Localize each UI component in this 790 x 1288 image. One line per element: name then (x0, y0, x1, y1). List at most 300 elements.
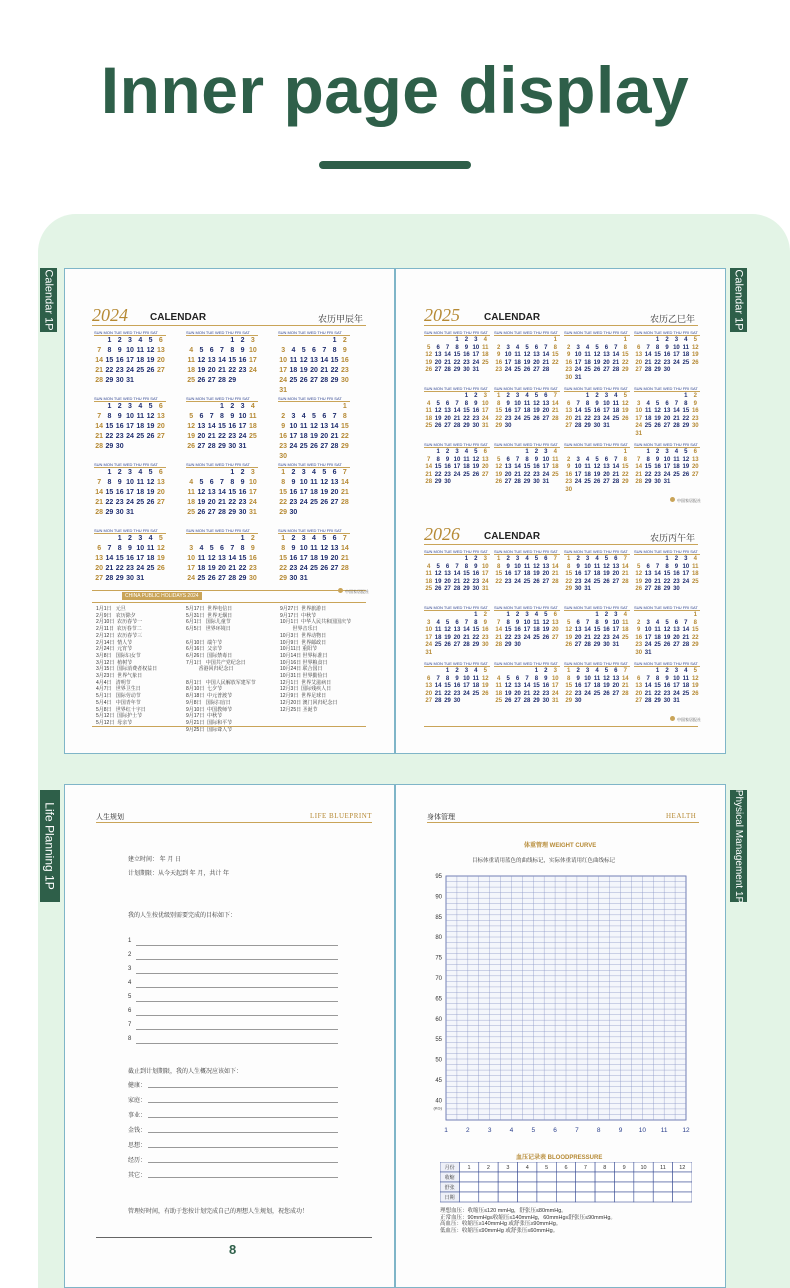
x-tick: 11 (660, 1127, 668, 1134)
day-number: 10 (248, 479, 257, 486)
day-number: 31 (644, 649, 652, 656)
day-number: 9 (464, 344, 469, 351)
day-number: 4 (138, 337, 143, 344)
day-number: 24 (453, 471, 461, 478)
day-number: 14 (463, 627, 470, 633)
day-number: 6 (515, 675, 520, 682)
day-number: 5 (637, 563, 641, 570)
day-number: 24 (472, 359, 480, 366)
day-number: 1 (464, 393, 469, 399)
day-number: 20 (565, 415, 573, 422)
day-grid (634, 337, 700, 374)
day-number: 11 (146, 545, 155, 552)
day-number: 17 (603, 408, 610, 414)
day-number: 25 (551, 471, 559, 478)
day-number: 10 (514, 563, 521, 570)
day-number: 22 (504, 634, 512, 641)
day-number: 8 (525, 456, 529, 463)
day-number: 2 (474, 393, 478, 399)
day-number: 25 (584, 367, 591, 373)
day-number: 6 (576, 619, 580, 626)
day-number: 13 (542, 563, 550, 570)
day-number: 28 (523, 698, 531, 704)
day-number: 21 (673, 415, 680, 422)
day-number: 24 (514, 415, 521, 422)
goal-line (136, 1015, 338, 1016)
day-number: 2 (291, 535, 296, 542)
tab-label: Life Planning 1P (43, 802, 57, 890)
day-number: 30 (126, 575, 134, 582)
bp-row-label: 收缩 (444, 1175, 455, 1181)
day-number: 31 (612, 642, 620, 648)
footer-rule (96, 1237, 372, 1238)
day-number: 6 (312, 347, 316, 354)
year-2025: 2025 (424, 305, 460, 325)
day-number: 7 (655, 563, 660, 570)
day-number: 22 (105, 367, 114, 374)
day-number: 20 (612, 571, 620, 577)
day-number: 30 (472, 423, 480, 429)
day-number: 11 (552, 456, 559, 463)
day-number: 2 (483, 612, 487, 618)
day-number: 3 (637, 400, 641, 407)
day-number: 24 (187, 575, 196, 582)
day-number: 20 (310, 367, 318, 374)
day-number: 12 (481, 675, 489, 682)
day-number: 23 (340, 367, 349, 374)
day-number: 3 (604, 393, 609, 399)
day-number: 28 (463, 642, 470, 648)
day-number: 7 (525, 675, 529, 682)
day-number: 3 (646, 619, 650, 626)
day-number: 7 (97, 479, 102, 486)
day-number: 31 (481, 423, 489, 429)
day-number: 10 (481, 400, 489, 407)
bp-cell (518, 1182, 537, 1192)
day-number: 7 (445, 344, 450, 351)
day-number: 17 (574, 359, 582, 366)
calendar-word-2025: CALENDAR (484, 312, 541, 323)
status-field-line (148, 1162, 338, 1163)
week-header: SUN MON TUE WED THU FRI SAT (186, 330, 258, 336)
month-block (634, 442, 700, 492)
goal-line (136, 1029, 338, 1030)
day-number: 29 (691, 642, 699, 648)
day-grid (634, 556, 700, 593)
day-number: 6 (158, 469, 163, 476)
day-number: 14 (654, 571, 661, 577)
day-number: 1 (497, 556, 501, 562)
day-number: 4 (693, 556, 697, 562)
day-number: 15 (654, 683, 661, 689)
day-number: 11 (523, 563, 531, 570)
day-number: 8 (655, 344, 660, 351)
month-block (186, 330, 258, 396)
day-number: 3 (427, 619, 431, 626)
day-number: 23 (565, 367, 573, 373)
bp-row-label: 月份 (444, 1165, 455, 1171)
week-header: SUN MON TUE WED THU FRI SAT (634, 549, 700, 555)
day-number: 27 (635, 367, 643, 373)
day-number: 8 (281, 545, 286, 552)
day-number: 11 (472, 675, 480, 682)
day-number: 30 (565, 374, 573, 381)
bp-cell (673, 1182, 692, 1192)
day-number: 4 (595, 556, 599, 562)
day-number: 17 (481, 571, 489, 577)
day-number: 21 (340, 489, 349, 496)
day-number: 22 (654, 359, 661, 366)
day-number: 19 (603, 571, 610, 577)
day-number: 17 (425, 634, 433, 641)
day-number: 19 (146, 423, 155, 430)
day-number: 10 (126, 413, 134, 420)
day-number: 8 (655, 675, 660, 682)
day-number: 29 (504, 642, 512, 648)
day-number: 16 (463, 352, 470, 358)
day-number: 10 (425, 627, 433, 633)
day-number: 2 (567, 344, 571, 351)
day-number: 15 (434, 464, 442, 470)
day-number: 19 (320, 489, 329, 496)
day-number: 29 (523, 479, 531, 485)
day-number: 8 (230, 479, 235, 486)
day-number: 21 (330, 433, 339, 440)
week-header: SUN MON TUE WED THU FRI SAT (186, 528, 258, 534)
day-number: 17 (542, 464, 550, 470)
day-number: 18 (523, 571, 531, 577)
day-number: 31 (136, 575, 145, 582)
day-number: 19 (663, 634, 671, 641)
day-number: 7 (332, 413, 337, 420)
day-number: 7 (455, 563, 459, 570)
tab-label: Calendar 1P (732, 269, 745, 331)
day-number: 29 (105, 377, 114, 384)
day-number: 22 (584, 415, 591, 422)
day-number: 28 (218, 377, 226, 384)
day-grid (186, 535, 258, 583)
day-number: 8 (342, 413, 347, 420)
day-number: 20 (542, 571, 550, 577)
day-number: 4 (250, 403, 255, 410)
week-header: SUN MON TUE WED THU FRI SAT (564, 605, 630, 611)
day-number: 9 (240, 347, 245, 354)
day-number: 18 (187, 499, 196, 506)
day-number: 25 (136, 499, 145, 506)
health-title: 身体管理 (427, 814, 455, 821)
day-number: 18 (593, 683, 601, 689)
day-number: 12 (320, 545, 329, 552)
day-number: 20 (673, 634, 680, 641)
day-number: 6 (506, 456, 510, 463)
day-number: 26 (472, 471, 480, 478)
day-number: 16 (472, 408, 480, 414)
day-number: 9 (576, 563, 580, 570)
day-number: 26 (682, 471, 690, 478)
day-number: 13 (310, 357, 318, 364)
day-number: 14 (523, 683, 531, 689)
day-number: 5 (525, 344, 529, 351)
day-number: 30 (228, 443, 237, 450)
day-number: 18 (187, 367, 196, 374)
day-number: 1 (107, 337, 112, 344)
day-number: 30 (574, 698, 582, 704)
day-number: 4 (189, 347, 194, 354)
day-number: 3 (506, 344, 510, 351)
day-number: 4 (497, 675, 501, 682)
day-number: 5 (567, 619, 571, 626)
day-number: 16 (279, 433, 288, 440)
day-number: 12 (533, 400, 540, 407)
day-number: 11 (584, 352, 591, 358)
day-number: 28 (425, 479, 433, 485)
day-number: 17 (514, 408, 521, 414)
day-number: 2 (240, 469, 245, 476)
day-number: 11 (593, 563, 601, 570)
day-number: 22 (621, 471, 629, 478)
day-number: 31 (584, 586, 591, 592)
day-number: 4 (585, 344, 590, 351)
day-number: 26 (320, 499, 329, 506)
day-number: 28 (635, 479, 643, 485)
goal-line (136, 973, 338, 974)
day-number: 24 (584, 578, 591, 585)
day-number: 16 (565, 471, 573, 478)
day-number: 12 (663, 627, 671, 633)
day-number: 3 (525, 612, 529, 618)
goal-number: 7 (128, 1022, 132, 1028)
bp-cell (653, 1192, 672, 1202)
day-number: 2 (117, 469, 122, 476)
day-number: 1 (436, 449, 440, 455)
day-number: 17 (453, 464, 461, 470)
day-number: 29 (654, 367, 661, 373)
bp-cell (459, 1192, 478, 1202)
day-number: 3 (291, 413, 296, 420)
day-number: 28 (453, 423, 461, 429)
day-number: 9 (604, 619, 609, 626)
day-number: 8 (332, 347, 337, 354)
day-number: 17 (682, 571, 690, 577)
day-number: 23 (444, 471, 451, 478)
day-number: 16 (453, 683, 461, 689)
day-number: 26 (542, 634, 550, 641)
day-number: 26 (481, 690, 489, 697)
day-number: 5 (445, 619, 450, 626)
day-number: 19 (504, 690, 512, 697)
day-number: 19 (207, 565, 216, 572)
day-number: 25 (248, 433, 257, 440)
day-number: 30 (673, 586, 680, 592)
day-number: 30 (340, 377, 349, 384)
day-number: 21 (621, 683, 629, 689)
goal-number: 3 (128, 966, 132, 972)
day-number: 17 (574, 471, 582, 478)
day-number: 31 (663, 479, 671, 485)
day-number: 6 (427, 675, 431, 682)
day-number: 9 (567, 352, 571, 358)
day-number: 9 (455, 675, 459, 682)
day-number: 30 (635, 649, 643, 656)
day-number: 11 (425, 408, 432, 414)
day-number: 31 (238, 443, 247, 450)
day-number: 20 (514, 690, 521, 697)
day-number: 22 (565, 690, 573, 697)
week-header: SUN MON TUE WED THU FRI SAT (424, 605, 490, 611)
bp-month-header: 11 (660, 1165, 666, 1171)
day-number: 21 (574, 415, 582, 422)
day-grid (564, 449, 630, 493)
day-grid (424, 393, 490, 430)
day-number: 12 (593, 464, 601, 470)
day-number: 22 (644, 471, 652, 478)
day-number: 5 (483, 668, 487, 674)
day-number: 22 (533, 690, 540, 697)
x-tick: 4 (509, 1127, 514, 1134)
day-number: 12 (187, 423, 196, 430)
day-number: 12 (654, 408, 661, 414)
y-tick: 90 (435, 894, 442, 901)
day-grid (634, 612, 700, 656)
day-number: 6 (534, 344, 539, 351)
day-number: 29 (565, 698, 573, 704)
built-time: 建立时间： 年 月 日 (128, 857, 182, 863)
day-number: 9 (576, 675, 580, 682)
week-header: SUN MON TUE WED THU FRI SAT (564, 661, 630, 667)
bp-cell (537, 1192, 556, 1202)
day-number: 11 (682, 344, 690, 351)
day-number: 12 (434, 571, 442, 577)
day-number: 11 (434, 627, 442, 633)
day-number: 2 (534, 449, 539, 455)
day-number: 23 (248, 565, 257, 572)
week-header: SUN MON TUE WED THU FRI SAT (634, 442, 700, 448)
day-number: 10 (279, 357, 288, 364)
day-number: 15 (682, 408, 690, 414)
day-number: 24 (504, 367, 512, 373)
day-number: 7 (455, 400, 459, 407)
bp-table (440, 1162, 692, 1204)
day-number: 11 (136, 413, 144, 420)
day-number: 4 (301, 413, 306, 420)
month-block (564, 330, 630, 380)
day-number: 3 (250, 337, 255, 344)
day-number: 7 (427, 456, 431, 463)
day-number: 23 (514, 634, 521, 641)
day-number: 16 (115, 357, 124, 364)
day-number: 29 (593, 642, 601, 648)
day-grid (94, 469, 166, 517)
day-number: 9 (281, 423, 286, 430)
day-number: 18 (425, 578, 433, 585)
day-number: 16 (673, 571, 680, 577)
day-number: 29 (463, 423, 470, 429)
day-number: 26 (425, 367, 433, 373)
day-number: 7 (614, 344, 618, 351)
day-number: 3 (128, 469, 132, 476)
day-number: 24 (542, 471, 550, 478)
day-grid (564, 556, 630, 593)
day-number: 22 (340, 433, 349, 440)
day-number: 18 (146, 555, 155, 562)
bp-cell (518, 1192, 537, 1202)
bp-cell (614, 1182, 633, 1192)
day-number: 28 (644, 367, 652, 373)
month-block (634, 330, 700, 380)
day-number: 5 (534, 556, 539, 562)
day-number: 26 (593, 479, 601, 485)
bp-cell (634, 1182, 653, 1192)
day-number: 5 (189, 413, 194, 420)
day-number: 21 (463, 634, 470, 641)
day-number: 20 (533, 359, 540, 366)
day-number: 22 (228, 499, 237, 506)
day-number: 12 (156, 545, 165, 552)
lunar-year-2024: 农历甲辰年 (318, 314, 364, 324)
day-number: 16 (593, 408, 601, 414)
day-number: 20 (691, 464, 699, 470)
bp-cell (634, 1192, 653, 1202)
year-2024: 2024 (92, 305, 128, 325)
month-block (564, 386, 630, 436)
day-number: 18 (463, 464, 470, 470)
day-number: 5 (693, 668, 697, 674)
day-number: 18 (673, 464, 680, 470)
day-number: 3 (301, 469, 306, 476)
day-number: 20 (330, 489, 339, 496)
day-number: 10 (523, 619, 531, 626)
day-number: 6 (665, 400, 669, 407)
week-header: SUN MON TUE WED THU FRI SAT (494, 442, 560, 448)
day-number: 12 (146, 347, 155, 354)
day-number: 1 (281, 469, 286, 476)
day-number: 29 (444, 698, 451, 704)
day-number: 28 (453, 586, 461, 592)
day-number: 3 (515, 556, 520, 562)
day-number: 30 (574, 586, 582, 592)
day-number: 24 (584, 690, 591, 697)
week-header: SUN MON TUE WED THU FRI SAT (634, 330, 700, 336)
day-number: 9 (230, 413, 235, 420)
day-number: 28 (542, 367, 550, 373)
day-number: 29 (663, 586, 671, 592)
day-number: 6 (567, 400, 571, 407)
day-number: 13 (533, 352, 540, 358)
month-block (424, 661, 490, 711)
status-field-label: 其它： (128, 1173, 147, 1179)
day-number: 21 (635, 471, 643, 478)
day-number: 19 (197, 499, 206, 506)
day-number: 24 (635, 423, 643, 429)
day-number: 21 (523, 690, 531, 697)
day-number: 20 (551, 627, 559, 633)
bp-month-header: 12 (679, 1165, 686, 1171)
day-number: 9 (534, 456, 539, 463)
day-number: 2 (515, 612, 520, 618)
day-number: 16 (635, 634, 643, 641)
day-number: 6 (199, 413, 204, 420)
y-unit: (KG) (433, 1105, 442, 1111)
day-number: 16 (565, 359, 573, 366)
day-number: 14 (551, 563, 559, 570)
day-number: 1 (646, 449, 650, 455)
day-number: 27 (481, 471, 489, 478)
day-number: 21 (453, 415, 461, 422)
day-number: 8 (497, 563, 501, 570)
day-number: 28 (551, 415, 559, 422)
day-number: 2 (604, 612, 609, 618)
day-number: 22 (228, 367, 237, 374)
